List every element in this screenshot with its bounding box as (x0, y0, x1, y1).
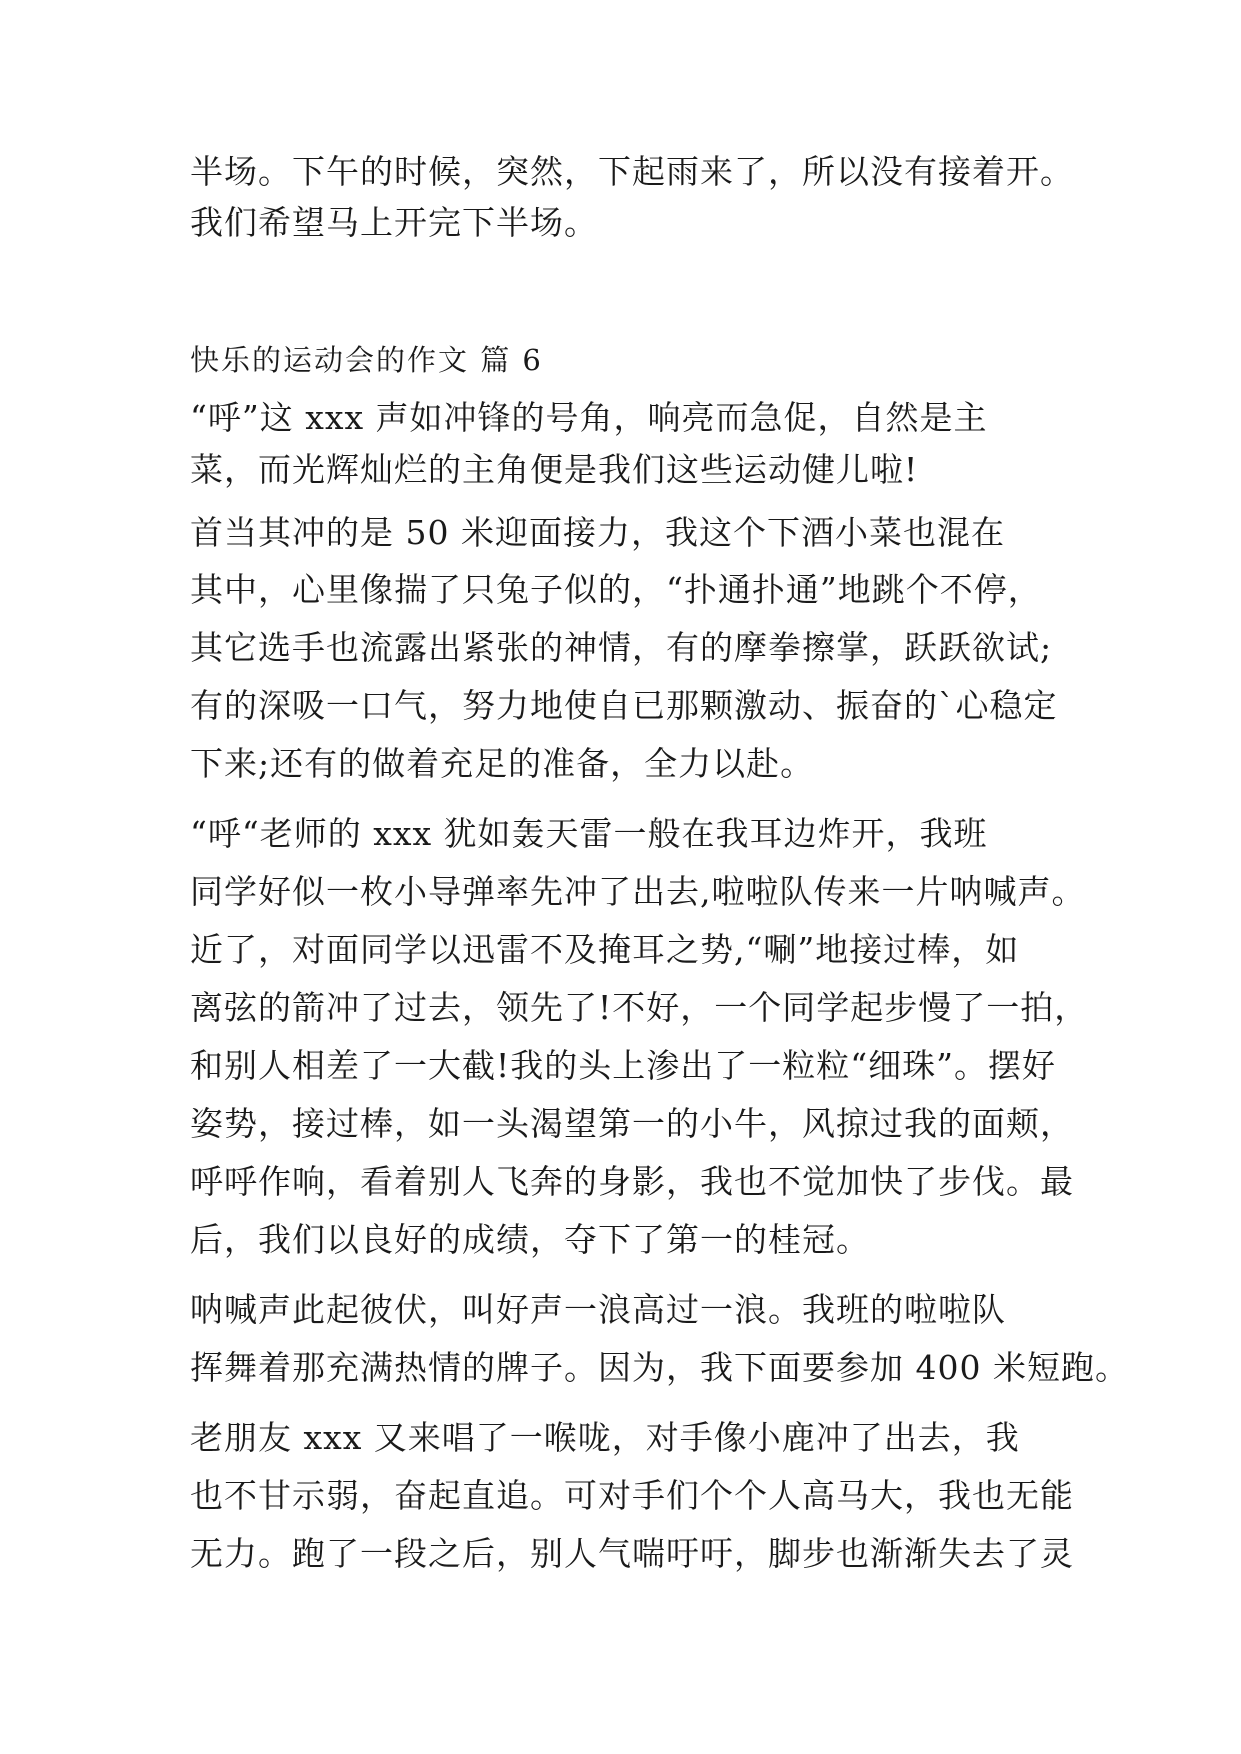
text-line: 和别人相差了一大截!我的头上渗出了一粒粒“细珠”。摆好 (190, 1046, 1057, 1085)
text-line: 老朋友 xxx 又来唱了一喉咙，对手像小鹿冲了出去，我 (190, 1418, 1020, 1457)
text-line: 有的深吸一口气，努力地使自已那颗激动、振奋的`心稳定 (190, 686, 1058, 725)
text-line: 无力。跑了一段之后，别人气喘吁吁，脚步也渐渐失去了灵 (190, 1534, 1074, 1573)
text-line: 其中，心里像揣了只兔子似的，“扑通扑通”地跳个不停， (190, 570, 1042, 609)
text-line: 半场。下午的时候，突然，下起雨来了，所以没有接着开。 (190, 152, 1074, 191)
text-line: 下来;还有的做着充足的准备，全力以赴。 (190, 744, 815, 783)
section-heading: 快乐的运动会的作文 篇 6 (190, 343, 543, 377)
text-line: 离弦的箭冲了过去，领先了!不好，一个同学起步慢了一拍， (190, 988, 1089, 1027)
text-line: 姿势，接过棒，如一头渴望第一的小牛，风掠过我的面颊， (190, 1104, 1074, 1143)
text-line: 首当其冲的是 50 米迎面接力，我这个下酒小菜也混在 (190, 513, 1005, 552)
text-line: 也不甘示弱，奋起直追。可对手们个个人高马大，我也无能 (190, 1476, 1074, 1515)
text-line: 呐喊声此起彼伏，叫好声一浪高过一浪。我班的啦啦队 (190, 1290, 1006, 1329)
text-line: 其它选手也流露出紧张的神情，有的摩拳擦掌，跃跃欲试; (190, 628, 1053, 667)
text-line: “呼”这 xxx 声如冲锋的号角，响亮而急促，自然是主 (190, 398, 988, 437)
text-line: 挥舞着那充满热情的牌子。因为，我下面要参加 400 米短跑。 (190, 1348, 1129, 1387)
text-line: 近了，对面同学以迅雷不及掩耳之势,“唰”地接过棒，如 (190, 930, 1020, 969)
text-line: 后，我们以良好的成绩，夺下了第一的桂冠。 (190, 1220, 870, 1259)
text-line: 我们希望马上开完下半场。 (190, 203, 598, 242)
text-line: 呼呼作响，看着别人飞奔的身影，我也不觉加快了步伐。最 (190, 1162, 1074, 1201)
text-line: 同学好似一枚小导弹率先冲了出去,啦啦队传来一片呐喊声。 (190, 872, 1086, 911)
text-line: “呼“老师的 xxx 犹如轰天雷一般在我耳边炸开，我班 (190, 814, 988, 853)
text-line: 菜，而光辉灿烂的主角便是我们这些运动健儿啦! (190, 450, 919, 489)
